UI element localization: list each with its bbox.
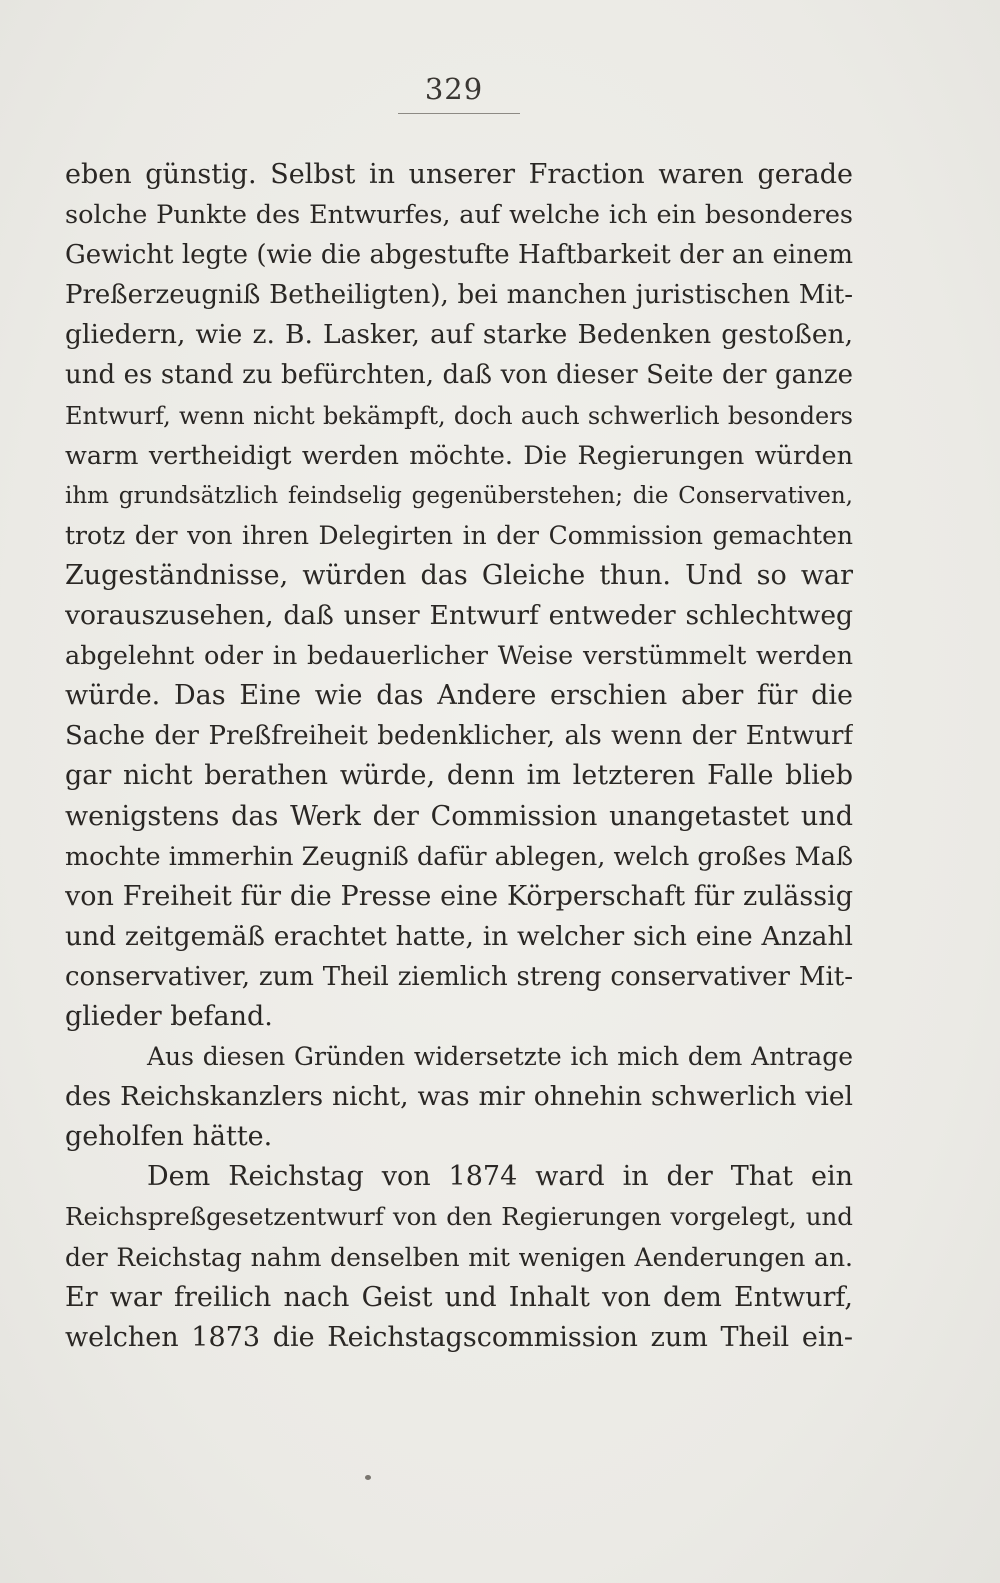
- text-line: ihm grundsätzlich feindselig gegenüberstehen; die Conservativen,: [65, 482, 853, 509]
- text-line: solche Punkte des Entwurfes, auf welche ich ein besonderes: [65, 200, 853, 231]
- text-line: und zeitgemäß erachtet hatte, in welcher sich eine Anzahl: [65, 920, 853, 952]
- text-line: Aus diesen Gründen widersetzte ich mich dem Antrage: [147, 1042, 853, 1072]
- text-line: Zugeständnisse, würden das Gleiche thun. Und so war: [65, 559, 853, 591]
- text-line: und es stand zu befürchten, daß von dieser Seite der ganze: [65, 360, 853, 391]
- text-line: würde. Das Eine wie das Andere erschien aber für die: [65, 680, 853, 712]
- text-line: Preßerzeugniß Betheiligten), bei manchen juristischen Mit-: [65, 280, 853, 311]
- text-line: von Freiheit für die Presse eine Körperschaft für zulässig: [65, 880, 853, 912]
- text-line: glieder befand.: [65, 1000, 273, 1032]
- text-line: eben günstig. Selbst in unserer Fraction waren gerade: [65, 159, 853, 190]
- text-line: warm vertheidigt werden möchte. Die Regierungen würden: [65, 440, 853, 471]
- text-line: Gewicht legte (wie die abgestufte Haftbarkeit der an einem: [65, 240, 853, 271]
- text-line: Er war freilich nach Geist und Inhalt von dem Entwurf,: [65, 1281, 853, 1313]
- page-number: 329: [424, 72, 484, 106]
- text-line: Entwurf, wenn nicht bekämpft, doch auch schwerlich besonders: [65, 401, 853, 430]
- header-rule: [398, 113, 520, 114]
- text-line: Reichspreßgesetzentwurf von den Regierungen vorgelegt, und: [65, 1202, 853, 1232]
- body-text: [65, 155, 853, 1358]
- text-line: des Reichskanzlers nicht, was mir ohnehin schwerlich viel: [65, 1081, 853, 1113]
- text-line: gar nicht berathen würde, denn im letzteren Falle blieb: [65, 760, 853, 792]
- text-line: wenigstens das Werk der Commission unangetastet und: [65, 800, 853, 832]
- text-line: welchen 1873 die Reichstagscommission zum Theil ein-: [65, 1321, 853, 1353]
- text-line: gliedern, wie z. B. Lasker, auf starke Bedenken gestoßen,: [65, 319, 853, 351]
- ink-spot: [365, 1475, 371, 1480]
- text-line: mochte immerhin Zeugniß dafür ablegen, welch großes Maß: [65, 841, 853, 872]
- text-line: conservativer, zum Theil ziemlich streng conservativer Mit-: [65, 961, 853, 992]
- text-line: vorauszusehen, daß unser Entwurf entweder schlechtweg: [65, 600, 853, 632]
- text-line: abgelehnt oder in bedauerlicher Weise verstümmelt werden: [65, 641, 853, 672]
- text-line: Sache der Preßfreiheit bedenklicher, als wenn der Entwurf: [65, 721, 853, 752]
- text-line: Dem Reichstag von 1874 ward in der That ein: [147, 1161, 853, 1193]
- text-line: der Reichstag nahm denselben mit wenigen Aenderungen an.: [65, 1242, 853, 1272]
- text-line: geholfen hätte.: [65, 1121, 273, 1153]
- text-line: trotz der von ihren Delegirten in der Commission gemachten: [65, 520, 853, 550]
